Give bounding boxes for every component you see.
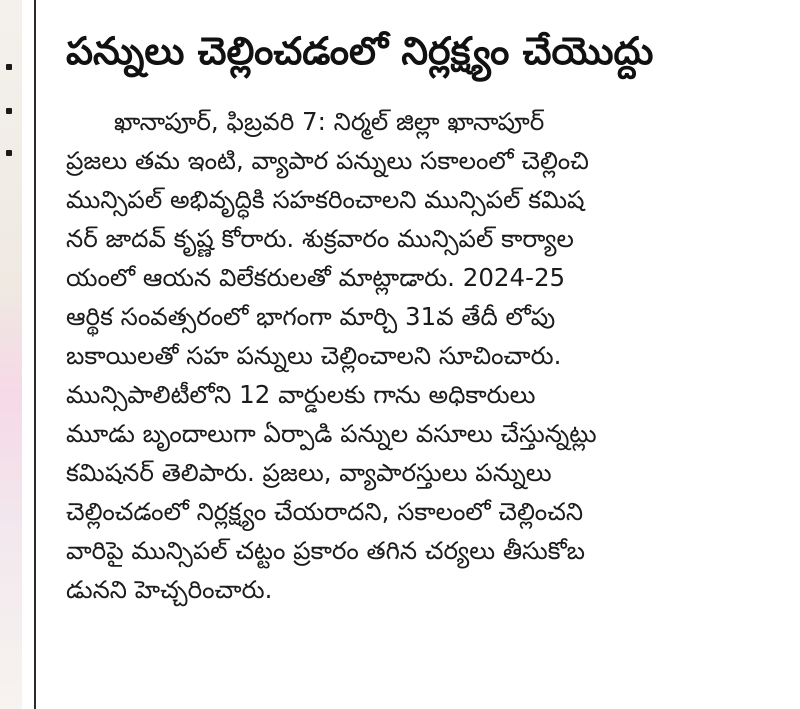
article-line: ఆర్థిక సంవత్సరంలో భాగంగా మార్చి 31వ తేదీ లోపు — [66, 302, 556, 331]
column-divider — [34, 0, 36, 709]
clipping-edge-mark — [6, 108, 12, 114]
article-line: నర్ జాదవ్ కృష్ణ కోరారు. శుక్రవారం మున్సిపల్ కార్యాల — [66, 224, 574, 253]
clipping-edge-mark — [6, 150, 12, 156]
article-body — [66, 102, 766, 609]
article-line: చెల్లించడంలో నిర్లక్ష్యం చేయరాదని, సకాలంలో చెల్లించని — [66, 497, 584, 526]
article-line: యంలో ఆయన విలేకరులతో మాట్లాడారు. 2024-25 — [66, 263, 566, 292]
article-line: మున్సిపాలిటీలోని 12 వార్డులకు గాను అధికారులు — [66, 380, 536, 409]
article-line: వారిపై మున్సిపల్ చట్టం ప్రకారం తగిన చర్యలు తీసుకోబ — [66, 536, 586, 565]
article-line: ఖానాపూర్, ఫిబ్రవరి 7: నిర్మల్ జిల్లా ఖానాపూర్ — [114, 107, 545, 136]
article-line: కమిషనర్ తెలిపారు. ప్రజలు, వ్యాపారస్తులు పన్నులు — [66, 458, 552, 487]
news-article — [66, 22, 766, 609]
article-line: మున్సిపల్ అభివృద్ధికి సహకరించాలని మున్సిపల్ కమిష — [66, 185, 585, 214]
article-line: ప్రజలు తమ ఇంటి, వ్యాపార పన్నులు సకాలంలో చెల్లించి — [66, 146, 589, 175]
article-line: బకాయిలతో సహ పన్నులు చెల్లించాలని సూచించారు. — [66, 341, 562, 370]
article-headline: పన్నులు చెల్లించడంలో నిర్లక్ష్యం చేయొద్దు — [66, 29, 654, 73]
adjacent-clipping-edge — [0, 0, 22, 709]
article-line: మూడు బృందాలుగా ఏర్పాడి పన్నుల వసూలు చేస్తున్నట్లు — [66, 419, 597, 448]
article-line: డునని హెచ్చరించారు. — [66, 575, 273, 604]
clipping-edge-mark — [6, 64, 12, 70]
